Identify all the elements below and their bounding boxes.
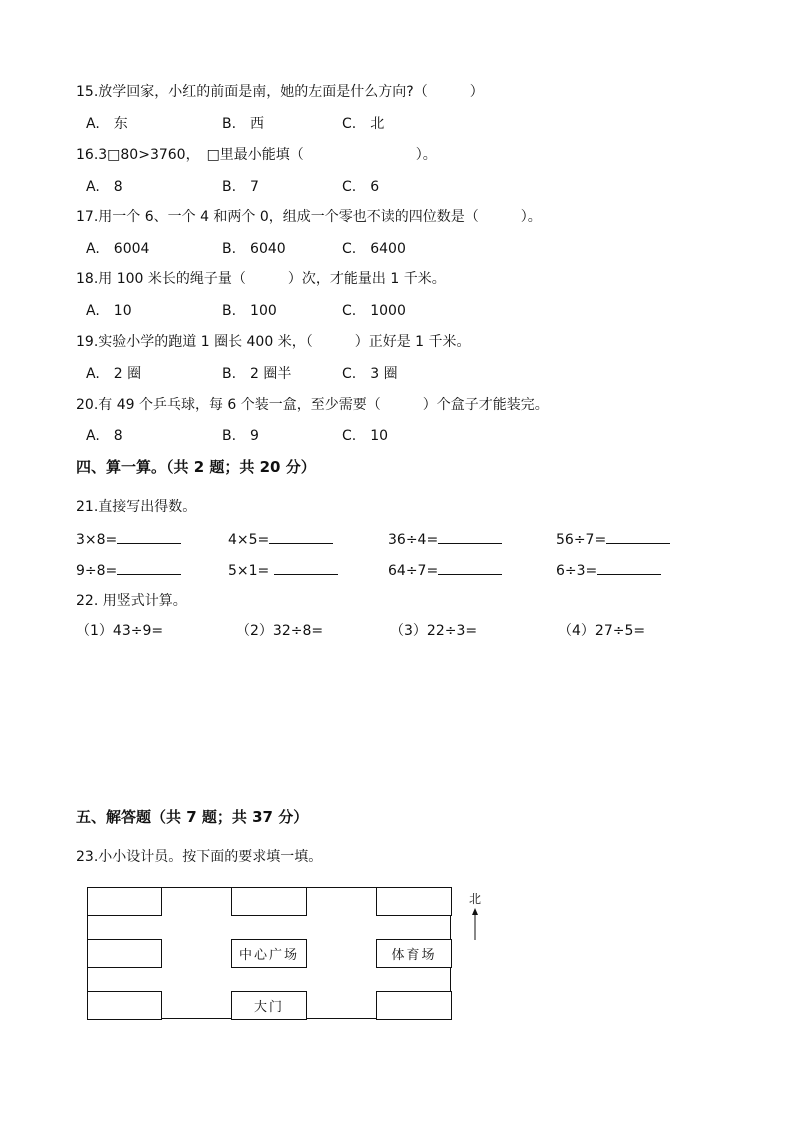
- vertical-calc-item: （4）27÷5=: [558, 623, 646, 639]
- blank-box-bottom-left[interactable]: [87, 991, 162, 1020]
- option-a: A. 8: [86, 179, 123, 195]
- section-heading: 四、算一算。（共 2 题；共 20 分）: [76, 458, 316, 476]
- calc-expression: 3×8=: [76, 532, 118, 548]
- calc-expression: 64÷7=: [388, 563, 439, 579]
- question-stem: 20.有 49 个乒乓球，每 6 个装一盒，至少需要（ ）个盒子才能装完。: [76, 397, 549, 413]
- option-c: C. 1000: [342, 303, 406, 319]
- option-a: A. 8: [86, 428, 123, 444]
- question-21-stem: 21.直接写出得数。: [76, 499, 197, 515]
- question-23-stem: 23.小小设计员。按下面的要求填一填。: [76, 849, 323, 865]
- calc-item: [388, 560, 502, 580]
- answer-blank[interactable]: [438, 529, 502, 544]
- option-b: B. 西: [222, 116, 265, 132]
- option-b: B. 100: [222, 303, 277, 319]
- option-b: B. 6040: [222, 241, 286, 257]
- vertical-calc-item: （3）22÷3=: [390, 623, 478, 639]
- calc-item: [388, 529, 502, 549]
- blank-box-top-right[interactable]: [376, 887, 452, 916]
- answer-blank[interactable]: [117, 560, 181, 575]
- blank-box-middle-left[interactable]: [87, 939, 162, 968]
- option-a: A. 东: [86, 116, 128, 132]
- calc-expression: 5×1=: [228, 563, 274, 579]
- option-b: B. 7: [222, 179, 259, 195]
- answer-blank[interactable]: [438, 560, 502, 575]
- option-b: B. 2 圈半: [222, 366, 292, 382]
- question-stem: 16.3□80>3760， □里最小能填（ ）。: [76, 147, 437, 163]
- answer-blank[interactable]: [269, 529, 333, 544]
- question-22-stem: 22. 用竖式计算。: [76, 593, 187, 609]
- calc-expression: 9÷8=: [76, 563, 118, 579]
- north-indicator: [468, 892, 484, 942]
- option-c: C. 6: [342, 179, 380, 195]
- calc-expression: 6÷3=: [556, 563, 598, 579]
- answer-blank[interactable]: [117, 529, 181, 544]
- question-stem: 19.实验小学的跑道 1 圈长 400 米，（ ）正好是 1 千米。: [76, 334, 471, 350]
- option-c: C. 6400: [342, 241, 406, 257]
- section-heading: 五、解答题（共 7 题；共 37 分）: [76, 808, 309, 826]
- answer-blank[interactable]: [597, 560, 661, 575]
- blank-box-top-center[interactable]: [231, 887, 307, 916]
- option-c: C. 10: [342, 428, 389, 444]
- gate-label: 大门: [231, 991, 307, 1020]
- option-c: C. 3 圈: [342, 366, 398, 382]
- vertical-calc-item: （2）32÷8=: [236, 623, 324, 639]
- answer-blank[interactable]: [606, 529, 670, 544]
- option-a: A. 10: [86, 303, 132, 319]
- calc-item: [556, 560, 661, 580]
- calc-expression: 4×5=: [228, 532, 270, 548]
- question-stem: 17.用一个 6、一个 4 和两个 0，组成一个零也不读的四位数是（ ）。: [76, 209, 542, 225]
- calc-item: [556, 529, 670, 549]
- calc-item: [228, 560, 338, 580]
- question-stem: 15.放学回家，小红的前面是南，她的左面是什么方向?（ ）: [76, 84, 484, 100]
- north-arrow-icon: [468, 908, 484, 940]
- option-a: A. 6004: [86, 241, 150, 257]
- calc-item: [76, 529, 181, 549]
- option-b: B. 9: [222, 428, 259, 444]
- option-c: C. 北: [342, 116, 385, 132]
- campus-map: [87, 887, 451, 1019]
- calc-expression: 56÷7=: [556, 532, 607, 548]
- blank-box-bottom-right[interactable]: [376, 991, 452, 1020]
- option-a: A. 2 圈: [86, 366, 142, 382]
- calc-expression: 36÷4=: [388, 532, 439, 548]
- north-label: 北: [469, 892, 482, 906]
- vertical-calc-item: （1）43÷9=: [76, 623, 164, 639]
- sports-field-label: 体育场: [376, 939, 452, 968]
- calc-item: [228, 529, 333, 549]
- blank-box-top-left[interactable]: [87, 887, 162, 916]
- question-stem: 18.用 100 米长的绳子量（ ）次，才能量出 1 千米。: [76, 271, 446, 287]
- answer-blank[interactable]: [274, 560, 338, 575]
- center-plaza-label: 中心广场: [231, 939, 307, 968]
- calc-item: [76, 560, 181, 580]
